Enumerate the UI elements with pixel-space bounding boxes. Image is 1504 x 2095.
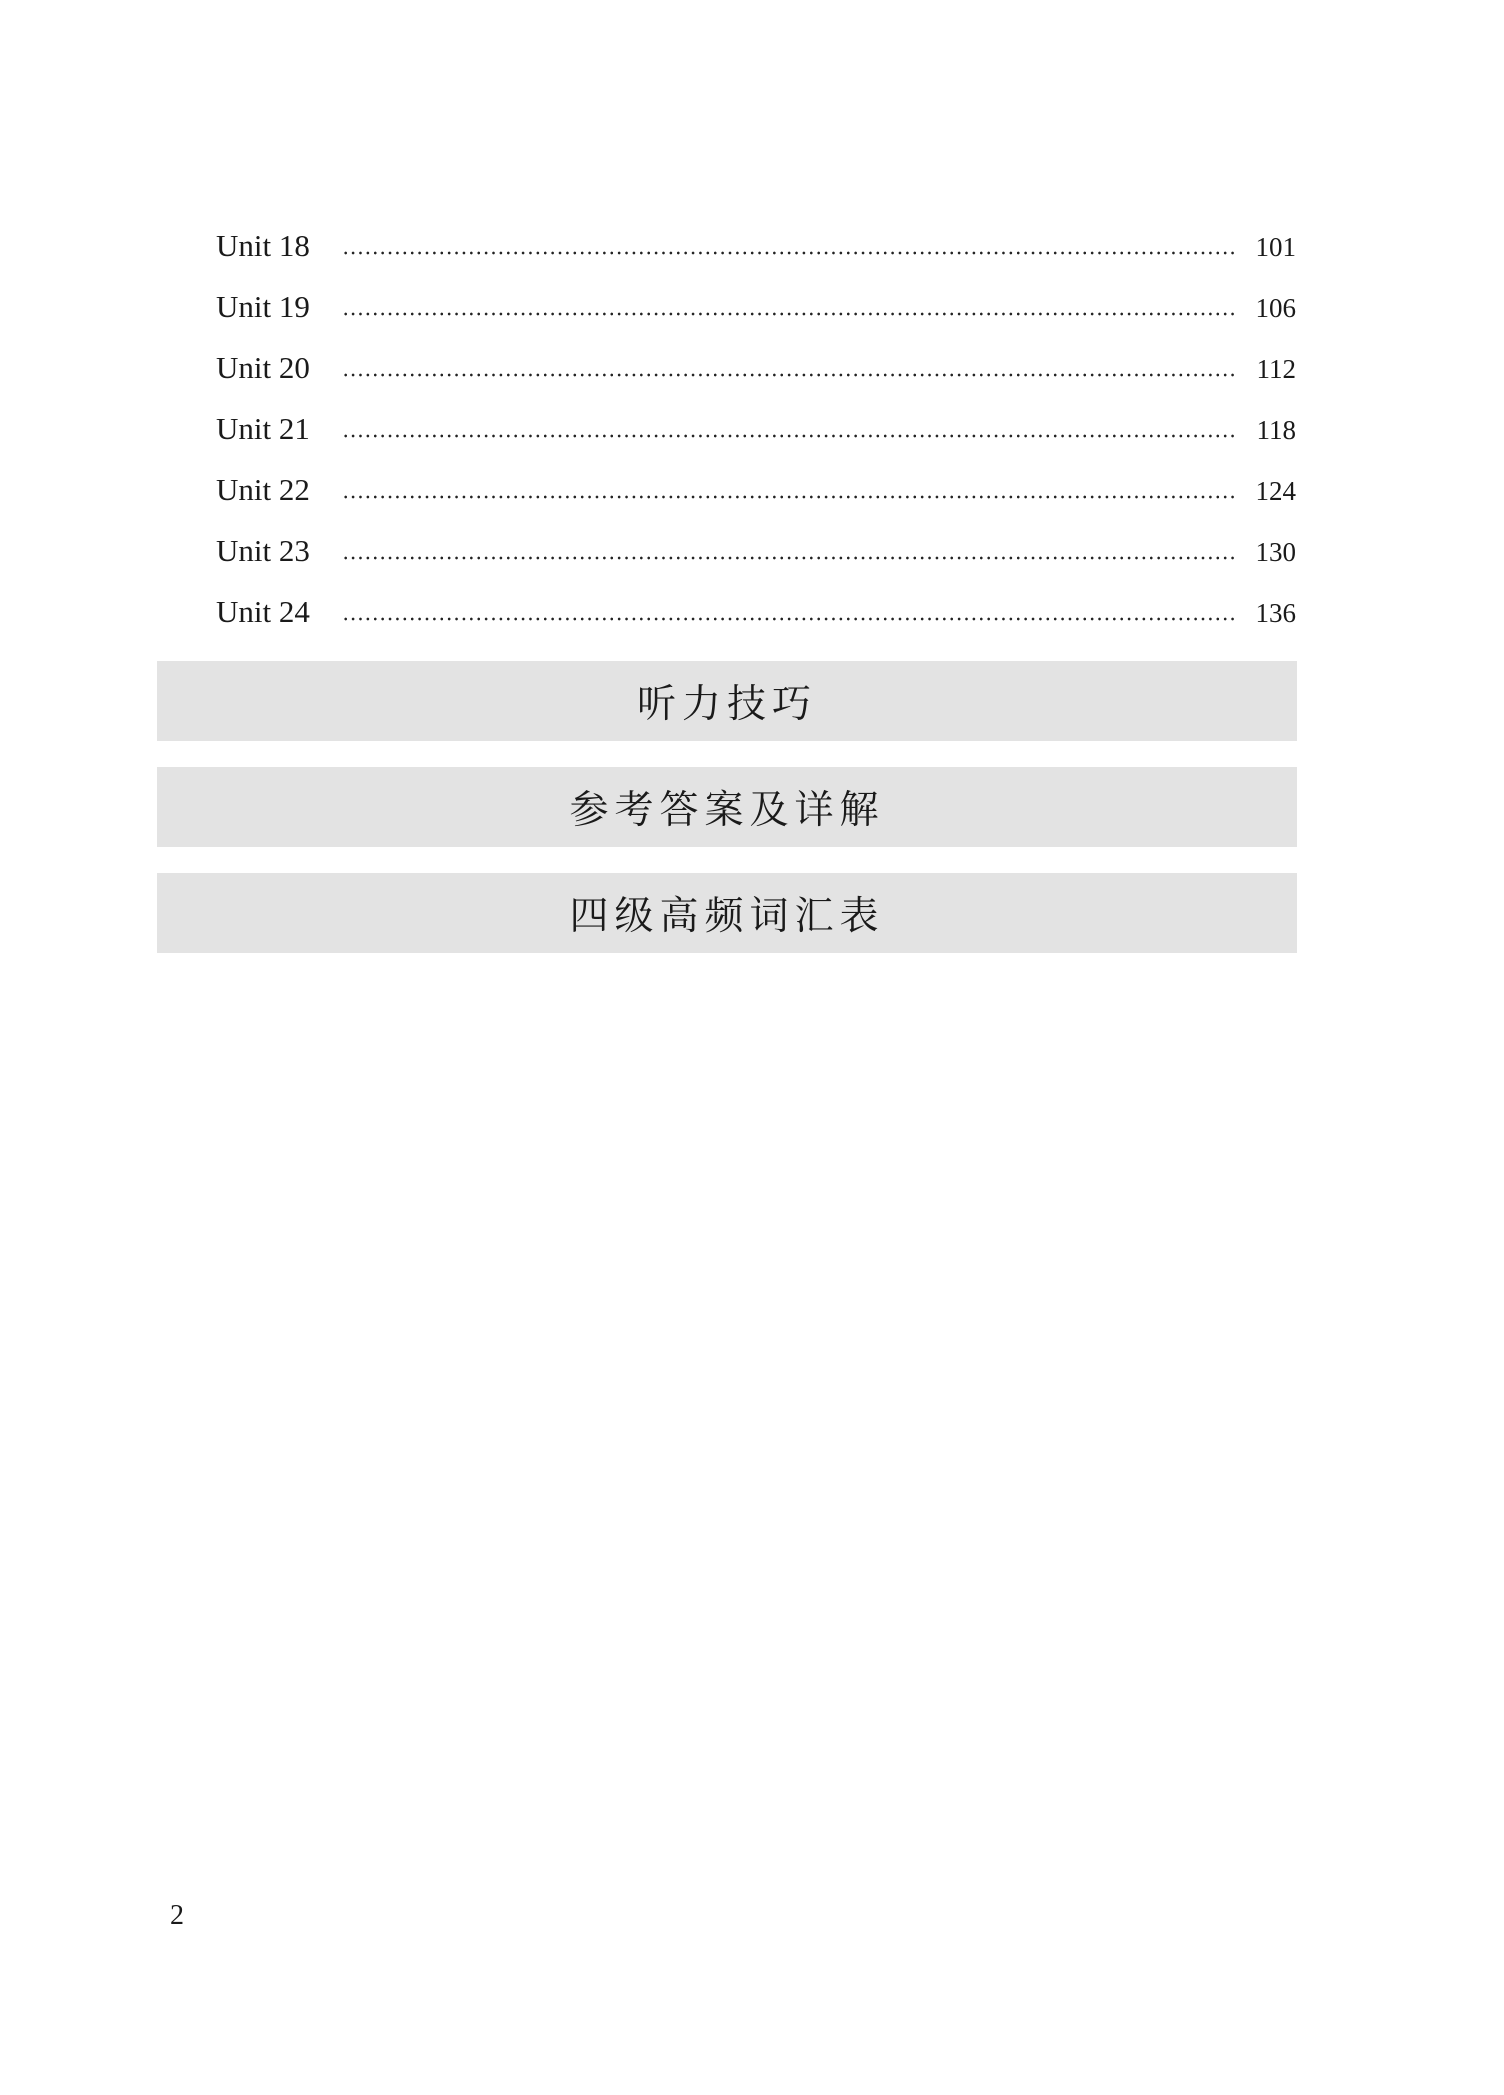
toc-entry-label: Unit 24 bbox=[216, 594, 310, 629]
section-title: 参考答案及详解 bbox=[569, 788, 885, 833]
toc-entry-label: Unit 20 bbox=[216, 350, 310, 385]
toc-entry-unit-20[interactable] bbox=[216, 350, 1296, 411]
section-title: 四级高频词汇表 bbox=[569, 894, 885, 939]
dot-leader bbox=[342, 600, 1236, 622]
toc-entry-page: 118 bbox=[1256, 415, 1296, 445]
section-heading-answer-key[interactable] bbox=[157, 767, 1297, 847]
toc-entry-page: 124 bbox=[1255, 476, 1296, 506]
toc-entry-page: 101 bbox=[1255, 232, 1296, 262]
dot-leader bbox=[342, 417, 1236, 439]
toc-entry-unit-24[interactable] bbox=[216, 594, 1296, 655]
section-title: 听力技巧 bbox=[636, 682, 817, 727]
toc-entry-unit-18[interactable] bbox=[216, 228, 1296, 289]
toc-entry-label: Unit 22 bbox=[216, 472, 310, 507]
dot-leader bbox=[342, 234, 1236, 256]
dot-leader bbox=[342, 478, 1236, 500]
toc-entry-label: Unit 23 bbox=[216, 533, 310, 568]
table-of-contents bbox=[216, 228, 1296, 655]
toc-entry-label: Unit 21 bbox=[216, 411, 310, 446]
dot-leader bbox=[342, 356, 1236, 378]
toc-entry-page: 106 bbox=[1255, 293, 1296, 323]
toc-entry-unit-23[interactable] bbox=[216, 533, 1296, 594]
dot-leader bbox=[342, 295, 1236, 317]
toc-entry-unit-19[interactable] bbox=[216, 289, 1296, 350]
toc-entry-label: Unit 18 bbox=[216, 228, 310, 263]
toc-entry-page: 112 bbox=[1256, 354, 1296, 384]
toc-entry-page: 136 bbox=[1255, 598, 1296, 628]
toc-entry-page: 130 bbox=[1255, 537, 1296, 567]
dot-leader bbox=[342, 539, 1236, 561]
section-heading-listening-skills[interactable] bbox=[157, 661, 1297, 741]
toc-entry-label: Unit 19 bbox=[216, 289, 310, 324]
toc-entry-unit-22[interactable] bbox=[216, 472, 1296, 533]
section-heading-vocabulary-list[interactable] bbox=[157, 873, 1297, 953]
toc-entry-unit-21[interactable] bbox=[216, 411, 1296, 472]
page-number: 2 bbox=[170, 1900, 184, 1931]
